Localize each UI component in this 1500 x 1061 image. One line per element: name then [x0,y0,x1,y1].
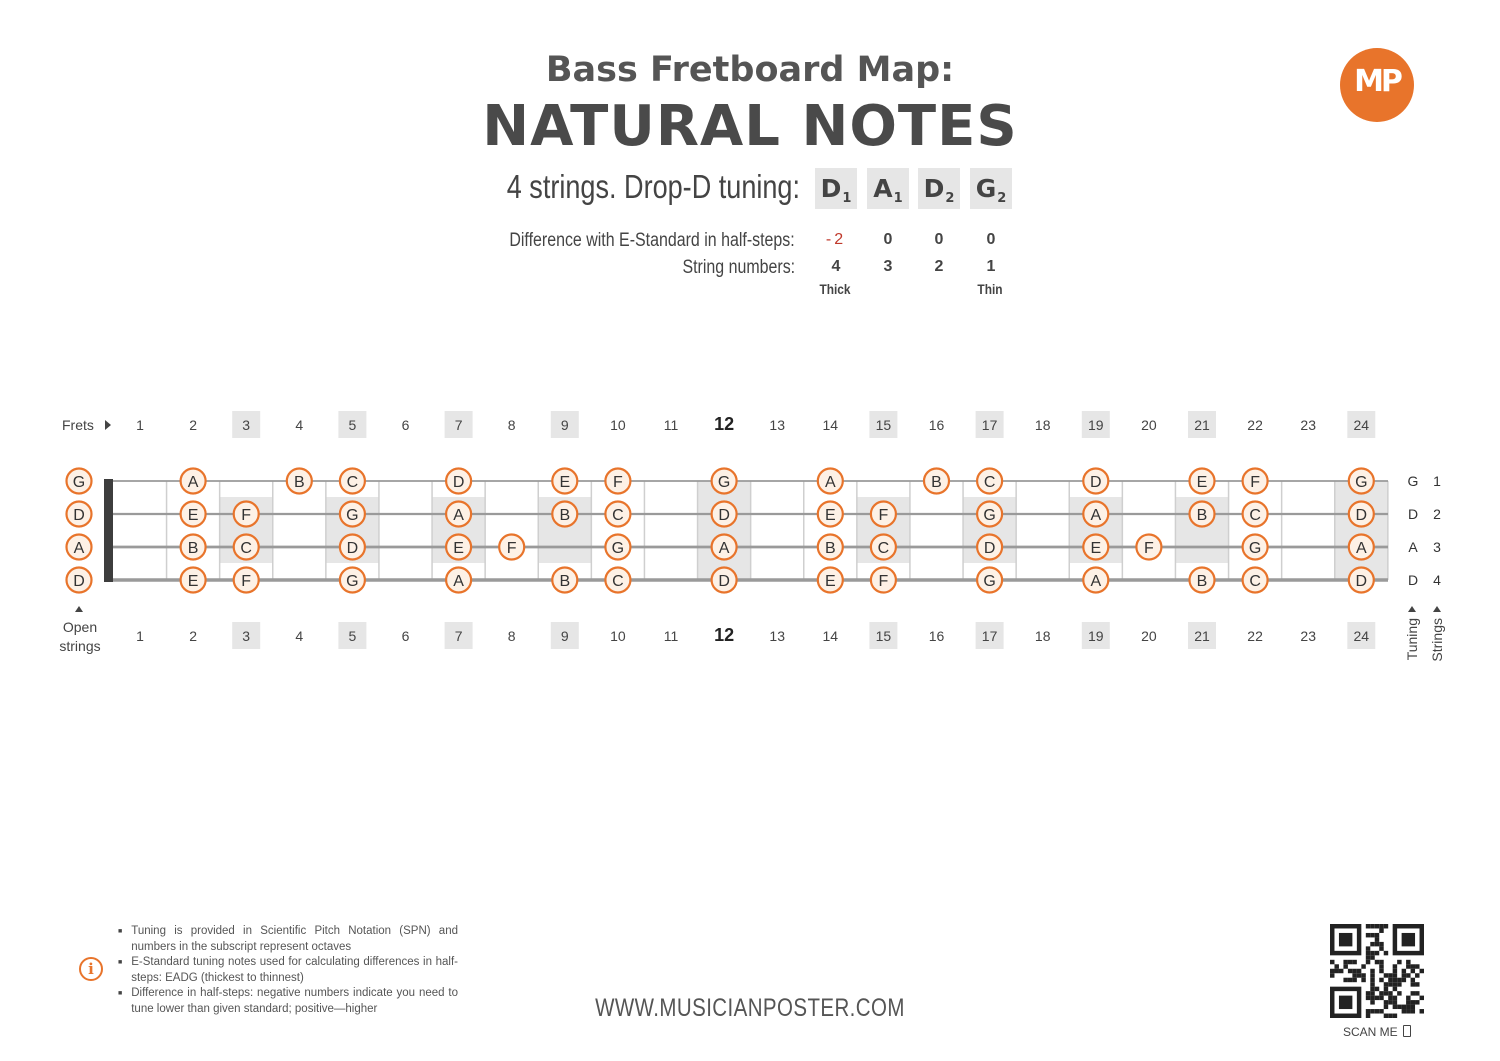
footnote-item: ■ Difference in half-steps: negative numbers indicate you need to tune lower than given standard; positive—higher [118,986,458,1017]
fret-note-label: E [559,474,571,491]
fret-note-label: D [452,474,465,491]
bottom-fret-number: 7 [454,628,463,644]
top-fret-number: 15 [875,417,892,433]
fret-note-label: F [506,540,517,557]
tuning-vertical-label-arrow-icon [1408,606,1416,612]
fret-note-label: G [983,507,996,524]
bottom-fret-number: 8 [507,628,516,644]
bottom-fret-number: 14 [822,628,839,644]
fret-note-label: F [1250,474,1260,491]
half-step-diff: 0 [883,231,893,248]
fret-note-label: C [346,474,359,491]
tuning-vertical-label: Tuning [1404,618,1420,661]
fret-note-label: E [453,540,464,557]
top-fret-number: 10 [610,417,626,433]
half-step-diff: 0 [934,231,944,248]
fret-marker-shade [1335,481,1388,580]
string-number-label: 2 [1433,506,1441,522]
diff-label: Difference with E-Standard in half-steps: [509,230,795,251]
fret-note-label: F [1144,540,1154,557]
open-string-note-label: D [73,507,85,524]
fret-note-label: A [718,540,730,557]
string-number-label: 3 [1433,539,1441,555]
fret-note-label: C [240,540,252,557]
fret-note-label: A [453,573,464,590]
top-fret-number: 3 [242,417,251,433]
bottom-fret-number: 1 [136,628,144,644]
bottom-fret-number: 21 [1194,628,1210,644]
top-fret-number: 18 [1034,417,1051,433]
top-fret-number: 23 [1300,417,1316,433]
info-icon: i [79,957,103,981]
top-fret-number: 5 [348,417,357,433]
fret-note-label: D [1355,507,1368,524]
top-fret-number: 2 [189,417,197,433]
fret-note-label: A [824,474,836,491]
fret-marker-shade [698,481,751,580]
logo-text: MP [1354,64,1400,99]
fret-note-label: B [559,507,571,524]
phone-icon [1403,1025,1411,1037]
top-fret-number: 1 [136,417,144,433]
bottom-fret-number: 6 [401,628,410,644]
top-fret-number: 14 [822,417,839,433]
fret-note-label: G [346,507,359,524]
bottom-fret-number: 13 [769,628,785,644]
bottom-fret-number: 11 [663,628,679,644]
fret-note-label: F [878,507,889,524]
bottom-fret-number: 22 [1247,628,1263,644]
fret-note-label: G [611,540,625,557]
fret-note-label: B [187,540,199,557]
string-number: 2 [934,258,944,275]
fret-note-label: D [718,507,730,524]
fret-note-label: B [293,474,305,491]
fret-note-label: F [878,573,889,590]
top-fret-number: 9 [560,417,569,433]
footnote-text: Difference in half-steps: negative numbers indicate you need to tune lower than given standard; positive—higher [131,987,458,1015]
string-tuning-label: G [1407,473,1419,489]
frets-arrow-icon [105,420,111,430]
bottom-fret-number: 3 [242,628,251,644]
fret-note-label: D [983,540,996,557]
top-fret-number: 24 [1353,417,1370,433]
bottom-fret-number: 10 [610,628,626,644]
fret-note-label: E [1196,474,1208,491]
footnote-text: E-Standard tuning notes used for calculating differences in half-steps: EADG (thickest to thinnest) [131,956,458,984]
fret-note-label: A [1090,507,1102,524]
top-fret-number: 17 [981,417,998,433]
fret-note-label: A [1355,540,1367,557]
top-fret-number: 4 [295,417,304,433]
fret-note-label: E [187,573,199,590]
fret-note-label: G [1248,540,1262,557]
strings-vertical-label-arrow-icon [1433,606,1441,612]
tuning-note-box: $D_1$ [815,168,857,209]
top-fret-number: 19 [1088,417,1104,433]
string-tuning-label: A [1408,539,1418,555]
open-strings-label: strings [59,638,101,654]
fret-note-label: B [1196,573,1208,590]
fret-note-label: G [983,573,996,590]
fret-note-label: A [1090,573,1102,590]
bottom-fret-number: 16 [928,628,945,644]
footnotes [118,924,458,1017]
fret-note-label: C [1249,573,1261,590]
fret-note-label: B [559,573,571,590]
top-fret-number: 11 [663,417,679,433]
website-link[interactable]: WWW.MUSICIANPOSTER.COM [595,994,905,1022]
thick-label: Thick [819,281,851,297]
bottom-fret-number: 17 [981,628,998,644]
half-step-diff: -2 [825,231,847,248]
bottom-fret-number: 24 [1353,628,1370,644]
top-fret-number: 13 [769,417,785,433]
fret-note-label: B [824,540,836,557]
fret-note-label: D [346,540,359,557]
footnote-text: Tuning is provided in Scientific Pitch Notation (SPN) and numbers in the subscript represent octaves [131,925,458,953]
open-string-note-label: D [73,573,85,590]
open-string-note-label: A [73,540,85,557]
top-fret-number: 16 [928,417,945,433]
page-title: NATURAL NOTES [482,94,1018,159]
fret-note-label: F [613,474,623,491]
open-strings-arrow-icon [75,606,83,612]
open-string-note-label: G [72,474,86,491]
top-fret-number: 20 [1141,417,1157,433]
fret-note-label: A [453,507,464,524]
fret-note-label: E [1090,540,1102,557]
footnote-item: ■ E-Standard tuning notes used for calculating differences in half-steps: EADG (thickest to thinnest) [118,955,458,986]
fret-note-label: E [187,507,199,524]
footnote-item: ■ Tuning is provided in Scientific Pitch Notation (SPN) and numbers in the subscript represent octaves [118,924,458,955]
frets-label: Frets [62,417,94,433]
string-numbers-label: String numbers: [682,257,795,278]
top-fret-number: 6 [401,417,410,433]
title-subheading: Bass Fretboard Map: [545,50,955,90]
fret-note-label: F [241,507,252,524]
fret-note-label: A [187,474,199,491]
string-number: 1 [986,258,996,275]
fret-note-label: G [1355,474,1368,491]
bottom-fret-number: 23 [1300,628,1316,644]
qr-code[interactable] [1330,924,1424,1018]
fret-note-label: C [983,474,996,491]
bottom-fret-number: 2 [189,628,197,644]
top-fret-number: 12 [714,414,735,434]
bottom-fret-number: 9 [560,628,569,644]
tuning-note-box: $G_2$ [970,168,1012,209]
string-tuning-label: D [1407,506,1419,522]
tuning-note-box: $A_1$ [867,168,909,209]
scan-me-label: SCAN ME [1330,1025,1424,1039]
bottom-fret-number: 15 [875,628,892,644]
fret-note-label: C [877,540,890,557]
string-number-label: 4 [1433,572,1441,588]
fret-note-label: D [1090,474,1102,491]
tuning-note-box: $D_2$ [918,168,960,209]
fret-note-label: C [612,507,624,524]
tuning-label: 4 strings. Drop-D tuning: [506,168,800,205]
top-fret-number: 21 [1194,417,1210,433]
bottom-fret-number: 19 [1088,628,1104,644]
fret-note-label: E [824,573,836,590]
strings-vertical-label: Strings [1429,618,1445,662]
string-number: 4 [831,258,841,275]
string-tuning-label: D [1407,572,1419,588]
fret-note-label: C [612,573,624,590]
nut [104,479,113,582]
fret-note-label: B [1196,507,1208,524]
fret-note-label: E [824,507,836,524]
fret-note-label: B [931,474,942,491]
fret-note-label: C [1249,507,1261,524]
fret-note-label: G [717,474,731,491]
fret-note-label: D [1355,573,1368,590]
string-number: 3 [883,258,893,275]
thin-label: Thin [977,281,1003,297]
top-fret-number: 7 [454,417,463,433]
open-strings-label: Open [62,619,98,635]
fret-note-label: G [346,573,359,590]
fret-note-label: F [241,573,252,590]
bottom-fret-number: 20 [1141,628,1157,644]
top-fret-number: 8 [507,417,516,433]
half-step-diff: 0 [986,231,996,248]
fret-note-label: D [718,573,730,590]
bottom-fret-number: 4 [295,628,304,644]
string-number-label: 1 [1433,473,1441,489]
bottom-fret-number: 18 [1034,628,1051,644]
bottom-fret-number: 12 [714,625,735,645]
bottom-fret-number: 5 [348,628,357,644]
top-fret-number: 22 [1247,417,1263,433]
